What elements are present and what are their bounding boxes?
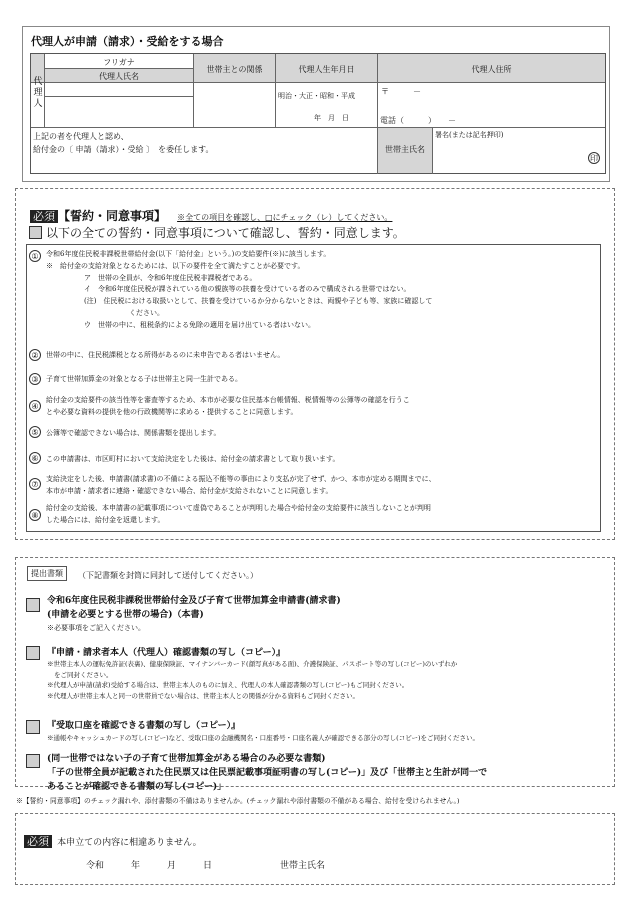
birthdate-ymd[interactable]: 年 月 日 [314,114,349,122]
doc-checkbox[interactable] [26,598,40,612]
agent-name-input[interactable] [46,97,192,126]
doc-item-2: 『申請・請求者本人（代理人）確認書類の写し（コピー）』 [47,648,286,658]
pledge-num: ④ [29,400,41,412]
doc-item-1-note: ※必要事項をご記入ください。 [47,624,145,632]
pledge-item-4: 給付金の支給要件の該当性等を審査等するため、本市が必要な住民基本台帳情報、税情報等の公簿等の確認を行うこ とや必要な資料の提供を他の行政機関等に求める・提供することに同意します。 [46,396,410,416]
doc-item-3-note: ※通帳やキャッシュカードの写し(コピー)など、受取口座の金融機関名・口座番号・口座名義人が確認できる部分の写し(コピー)をご同封ください。 [47,734,479,742]
doc-checkbox[interactable] [26,720,40,734]
required-badge: 必須 [24,835,52,848]
delegation-text-1: 上記の者を代理人と認め、 [33,132,129,141]
pledge-title: 【誓約・同意事項】 [58,209,167,223]
agent-furigana-input[interactable] [46,83,192,95]
declaration-text: 本申立ての内容に相違ありません。 [57,838,202,848]
delegation-text-2: 給付金の〔 申請（請求）・受給 〕 を委任します。 [33,145,214,154]
doc-checkbox[interactable] [26,646,40,660]
declaration-householder-label: 世帯主氏名 [280,861,326,871]
pledge-agree-checkbox[interactable] [29,226,42,239]
phone-input[interactable]: 電話（ ） － [380,116,456,125]
pledge-item-8: 給付金の支給後、本申請書の記載事項について虚偽であることが判明した場合や給付金の支給要件に該当しないことが判明 した場合には、給付金を返還します。 [46,504,431,524]
pledge-num: ⑥ [29,452,41,464]
documents-note: （下記書類を封筒に同封して送付してください。） [78,571,258,580]
pledge-num: ① [29,250,41,262]
declaration-section [15,813,615,885]
doc-item-3: 『受取口座を確認できる書類の写し（コピー）』 [47,721,241,731]
pledge-item-7: 支給決定をした後、申請書(請求書)の不備による振込不能等の事由により支払が完了せず、かつ、本市が定める期間までに、 本市が申請・請求者に連絡・確認できない場合、給付金が支給されないことに同意します。 [46,475,436,495]
furigana-label: フリガナ [103,58,135,67]
pledge-num: ② [29,349,41,361]
seal-mark: 印 [590,154,598,163]
agent-section-title: 代理人が申請（請求）・受給をする場合 [31,35,224,48]
householder-name-label: 世帯主氏名 [385,145,425,154]
doc-item-1: 令和6年度住民税非課税世帯給付金及び子育て世帯加算金申請書(請求書) (申請を必要とする世帯の場合)（本書) [47,596,341,620]
pledge-item-3: 子育て世帯加算金の対象となる子は世帯主と同一生計である。 [46,375,242,383]
declaration-date[interactable]: 令和 年 月 日 [86,861,213,871]
pledge-item-5: 公簿等で確認できない場合は、関係書類を提出します。 [46,429,221,437]
declaration-householder-input[interactable] [340,852,590,872]
doc-item-2-notes: ※世帯主本人の運転免許証(表裏)、健康保険証、マイナンバーカード(顔写真がある面)、介護保険証、パスポート等の写し(コピー)のいずれか をご同封ください。 ※代理人が申請(請求)受給する場合は、世帯主本人のものに加え、代理人の本人確認書類の写し(コピー)もご同封ください。 ※代理人が世帯主本人と同一の世帯員でない場合は、世帯主本人との関係が分かる資料もご同封ください。 [47,660,458,700]
doc-checkbox[interactable] [26,754,40,768]
agent-name-label: 代理人氏名 [99,72,139,81]
pledge-item-6: この申請書は、市区町村において支給決定をした後は、給付金の請求書として取り扱います。 [46,455,340,463]
pledge-num: ⑦ [29,478,41,490]
householder-signature-input[interactable] [434,140,584,172]
pledge-item-1: 令和6年度住民税非課税世帯給付金(以下「給付金」という。)の支給要件(※)に該当します。 ※ 給付金の支給対象となるためには、以下の要件を全て満たすことが必要です。 ア 世帯の全員が、令和6年度住民税非課税者である。 イ 令和6年度住民税が課されている他の親族等の扶養を受けている者のみで構成される世帯ではない。 (注) 住民税における取扱いとして、扶養を受けているか分からないときは、両親や子ども等、家族に確認して ください。 ウ 世帯の中に、租税条約による免除の適用を届け出ている者はいない。 [46,250,433,329]
check-reminder: ※【誓約・同意事項】のチェック漏れや、添付書類の不備はありませんか。(チェック漏れや添付書類の不備がある場合、給付を受けられません。) [16,797,460,805]
pledge-num: ⑤ [29,426,41,438]
era-options[interactable]: 明治・大正・昭和・平成 [278,92,355,100]
relation-input[interactable] [194,83,274,126]
pledge-heading [30,205,392,224]
signature-note: 署名(または記名押印) [435,131,504,139]
postal-code-input[interactable]: 〒 － [381,87,421,96]
doc-item-4: (同一世帯ではない子の子育て世帯加算金がある場合のみ必要な書類) 「子の世帯全員が記載された住民票又は住民票記載事項証明書の写し(コピー)」及び「世帯主と生計が同一で あることが確認できる書類の写し(コピー)」 [47,754,488,792]
pledge-num: ⑧ [29,509,41,521]
required-badge: 必須 [30,210,58,223]
birthdate-label: 代理人生年月日 [298,65,355,74]
pledge-item-2: 世帯の中に、住民税課税となる所得があるのに未申告である者はいません。 [46,351,285,359]
agent-side-label: 代 理 人 [33,77,43,109]
pledge-confirm-text: 以下の全ての誓約・同意事項について確認し、誓約・同意します。 [46,226,405,240]
documents-label: 提出書類 [27,566,67,581]
declaration-heading [24,830,202,849]
address-label: 代理人住所 [471,65,512,74]
pledge-num: ③ [29,373,41,385]
pledge-instruction: ※全ての項目を確認し、□にチェック（レ）してください。 [177,213,393,222]
relation-label: 世帯主との関係 [206,65,263,74]
